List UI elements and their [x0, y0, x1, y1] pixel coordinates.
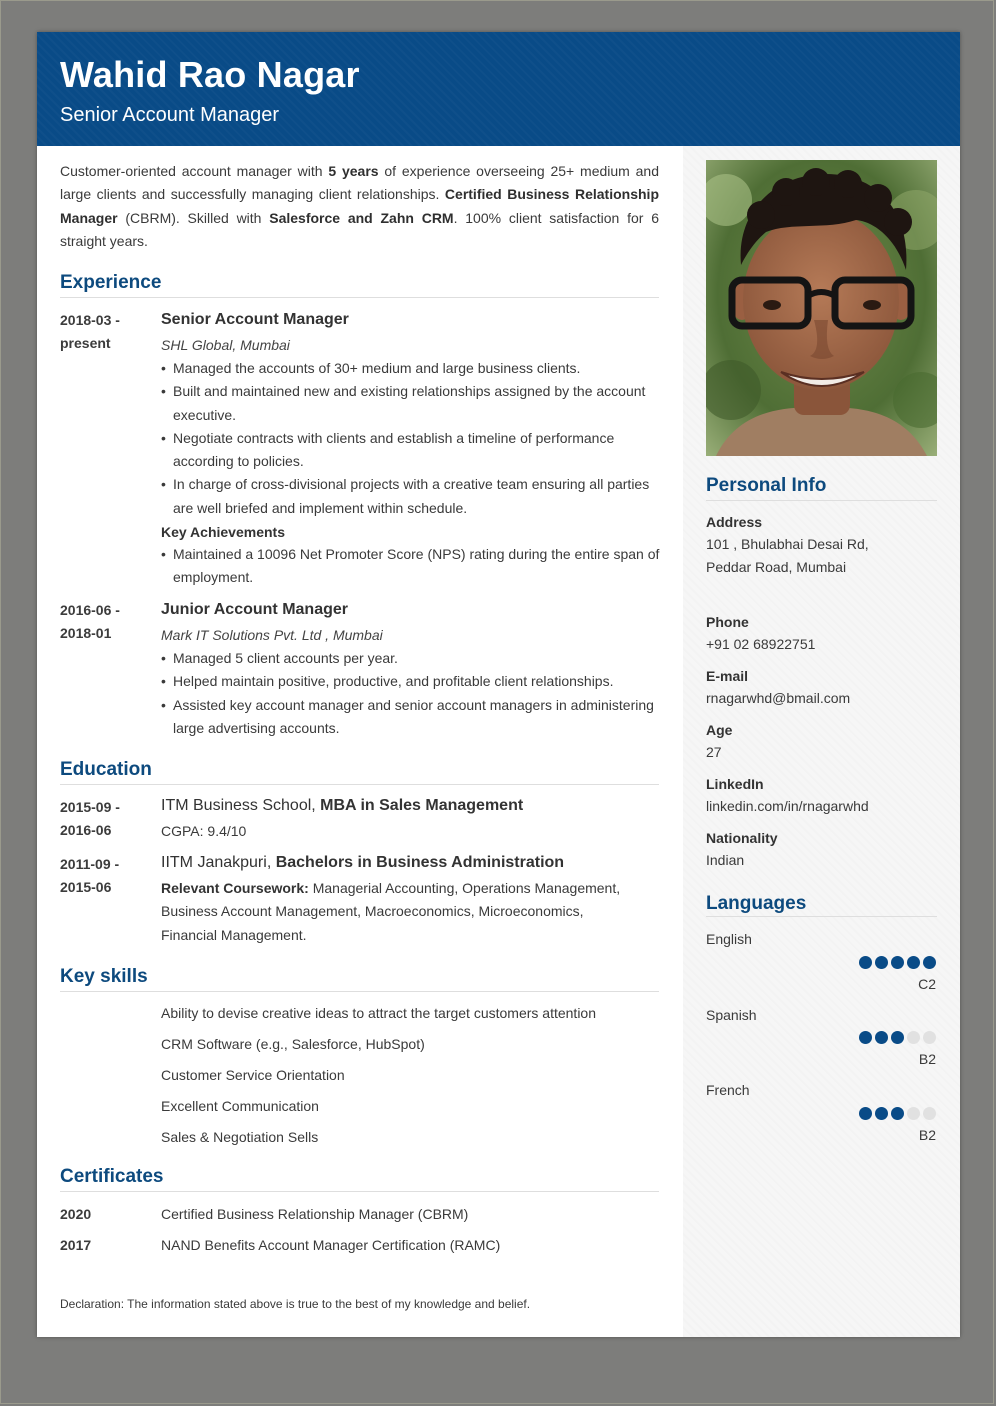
job-date [60, 309, 150, 356]
linkedin-label: LinkedIn [706, 776, 764, 792]
rating-dot-filled [859, 956, 872, 969]
section-divider [60, 784, 659, 785]
section-divider [706, 916, 937, 917]
linkedin-value: linkedin.com/in/rnagarwhd [706, 798, 869, 814]
education-entry [161, 797, 523, 815]
school-name: ITM Business School, [161, 797, 321, 814]
education-detail: CGPA: 9.4/10 [161, 823, 247, 839]
education-date-end: 2016-06 [60, 822, 112, 839]
job-date-end: 2018-01 [60, 625, 112, 642]
education-date-start: 2011-09 - [60, 856, 120, 872]
summary-text: of experience overseeing 25+ medium and large clients and successfully managing client relationships. [60, 163, 659, 203]
rating-dot-empty [907, 1031, 920, 1044]
profile-photo [706, 160, 937, 456]
job-company: SHL Global, Mumbai [161, 337, 290, 353]
language-rating [859, 1031, 936, 1044]
education-date-start: 2015-09 - [60, 799, 120, 815]
list-item: • Managed the accounts of 30+ medium and large business clients. [161, 357, 661, 380]
job-date-end: present [60, 335, 111, 352]
certificates-heading: Certificates [60, 1166, 164, 1187]
nationality-value: Indian [706, 852, 745, 868]
education-date [60, 853, 150, 900]
skills-heading: Key skills [60, 966, 148, 987]
list-item: • Assisted key account manager and senior account managers in administering large advertising accounts. [161, 694, 661, 741]
resume-page [37, 32, 960, 1337]
rating-dot-filled [875, 1107, 888, 1120]
education-date [60, 796, 150, 843]
key-achievements-label: Key Achievements [161, 524, 285, 540]
degree-name: MBA in Sales Management [320, 797, 524, 814]
rating-dot-filled [923, 956, 936, 969]
skill-item: CRM Software (e.g., Salesforce, HubSpot) [161, 1036, 425, 1052]
rating-dot-empty [907, 1107, 920, 1120]
job-date-start: 2016-06 - [60, 602, 120, 618]
candidate-role: Senior Account Manager [60, 104, 280, 126]
rating-dot-filled [891, 1107, 904, 1120]
certificate-year: 2017 [60, 1237, 92, 1253]
summary-text: . 100% client satisfaction for 6 straight years. [60, 209, 660, 249]
rating-dot-filled [907, 956, 920, 969]
rating-dot-filled [875, 956, 888, 969]
degree-name: Bachelors in Business Administration [275, 854, 565, 871]
skill-item: Customer Service Orientation [161, 1067, 345, 1083]
experience-heading: Experience [60, 272, 162, 293]
language-name: French [706, 1082, 750, 1098]
rating-dot-filled [859, 1031, 872, 1044]
section-divider [60, 991, 659, 992]
candidate-name: Wahid Rao Nagar [60, 54, 360, 95]
job-company: Mark IT Solutions Pvt. Ltd , Mumbai [161, 627, 383, 643]
skill-item: Ability to devise creative ideas to attract the target customers attention [161, 1005, 596, 1021]
skill-item: Sales & Negotiation Sells [161, 1129, 319, 1145]
email-value: rnagarwhd@bmail.com [706, 690, 851, 706]
address-label: Address [706, 514, 763, 530]
certificate-name: NAND Benefits Account Manager Certification (RAMC) [161, 1237, 501, 1253]
language-name: Spanish [706, 1007, 757, 1023]
age-label: Age [706, 722, 733, 738]
language-level: B2 [918, 1127, 936, 1143]
email-label: E-mail [706, 668, 749, 684]
certificate-year: 2020 [60, 1206, 92, 1222]
list-item: • Built and maintained new and existing relationships assigned by the account executive. [161, 380, 661, 427]
certificate-name: Certified Business Relationship Manager (CBRM) [161, 1206, 469, 1222]
rating-dot-empty [923, 1107, 936, 1120]
language-name: English [706, 931, 752, 947]
resume-header [37, 32, 960, 146]
rating-dot-filled [875, 1031, 888, 1044]
key-achievements [161, 543, 661, 590]
rating-dot-empty [923, 1031, 936, 1044]
coursework-label: Relevant Coursework: [161, 880, 309, 896]
language-rating [859, 956, 936, 969]
languages-heading: Languages [706, 893, 807, 914]
summary-highlight: Salesforce and Zahn CRM [269, 209, 454, 226]
education-heading: Education [60, 759, 152, 780]
summary [60, 160, 659, 253]
language-rating [859, 1107, 936, 1120]
rating-dot-filled [891, 956, 904, 969]
education-entry [161, 854, 564, 872]
education-date-end: 2015-06 [60, 879, 112, 896]
list-item: • Helped maintain positive, productive, and profitable client relationships. [161, 670, 661, 693]
age-value: 27 [706, 744, 722, 760]
section-divider [60, 1191, 659, 1192]
nationality-label: Nationality [706, 830, 778, 846]
skill-item: Excellent Communication [161, 1098, 319, 1114]
rating-dot-filled [891, 1031, 904, 1044]
phone-label: Phone [706, 614, 749, 630]
job-date-start: 2018-03 - [60, 312, 120, 328]
personal-info-heading: Personal Info [706, 475, 827, 496]
job-responsibilities [161, 357, 661, 520]
list-item: • Maintained a 10096 Net Promoter Score (NPS) rating during the entire span of employment. [161, 543, 661, 590]
section-divider [706, 500, 937, 501]
phone-value: +91 02 68922751 [706, 636, 816, 652]
education-detail [161, 877, 641, 947]
declaration: Declaration: The information stated above is true to the best of my knowledge and belief. [60, 1297, 531, 1311]
job-responsibilities [161, 647, 661, 740]
summary-highlight: Certified Business Relationship Manager [60, 186, 659, 226]
language-level: B2 [918, 1051, 936, 1067]
coursework-text: Managerial Accounting, Operations Management, Business Account Management, Macroeconomics, Microeconomics, Financial Management. [161, 880, 621, 943]
list-item: • Managed 5 client accounts per year. [161, 647, 661, 670]
section-divider [60, 297, 659, 298]
job-date [60, 599, 150, 646]
list-item: • In charge of cross-divisional projects with a creative team ensuring all parties are well briefed and implement within schedule. [161, 473, 661, 520]
rating-dot-filled [859, 1107, 872, 1120]
job-title: Junior Account Manager [161, 601, 348, 618]
list-item: • Negotiate contracts with clients and establish a timeline of performance according to policies. [161, 427, 661, 474]
summary-text: Customer-oriented account manager with [60, 163, 329, 179]
job-title: Senior Account Manager [161, 311, 349, 328]
summary-highlight: 5 years [328, 163, 379, 179]
address-value: 101 , Bhulabhai Desai Rd, Peddar Road, Mumbai [706, 536, 869, 576]
language-level: C2 [918, 976, 936, 992]
school-name: IITM Janakpuri, [161, 854, 276, 871]
summary-text: (CBRM). Skilled with [117, 209, 270, 226]
